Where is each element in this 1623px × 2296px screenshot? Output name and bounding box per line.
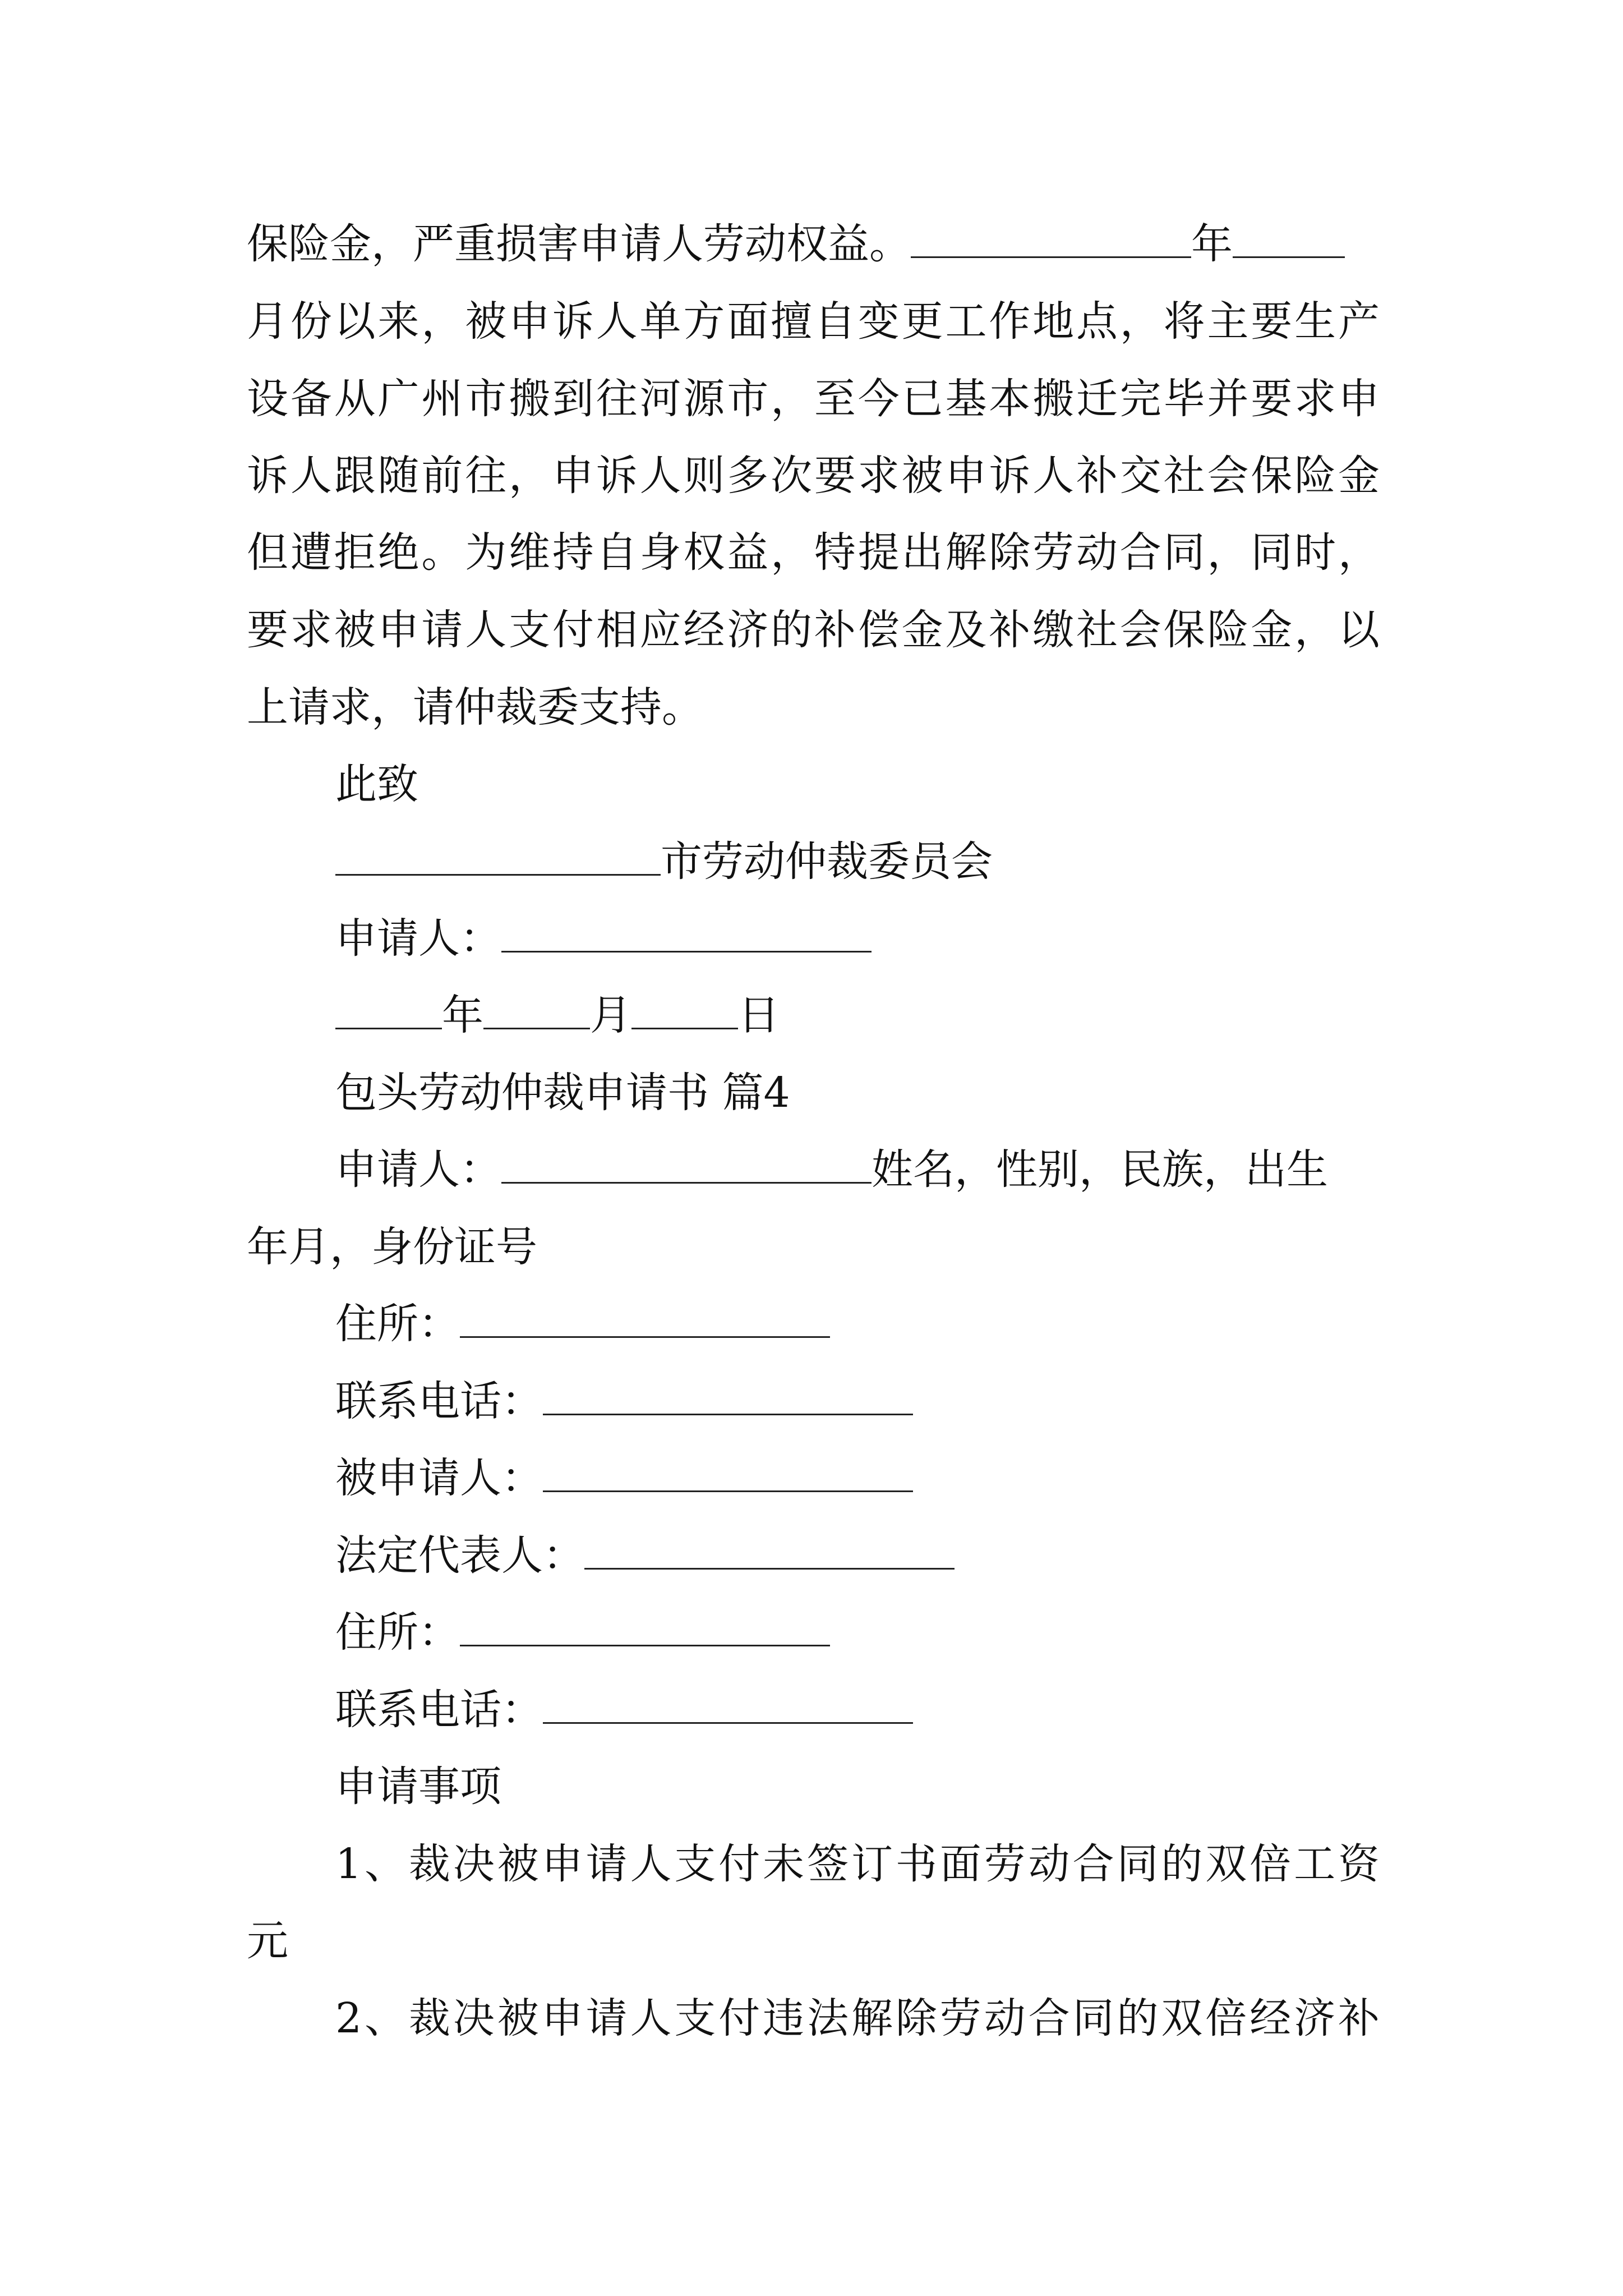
paragraph-line: 诉人跟随前往，申诉人则多次要求被申诉人补交社会保险金 xyxy=(247,452,1380,500)
respondent-line xyxy=(335,1450,913,1506)
date-month: 月 xyxy=(590,991,631,1039)
paragraph-line xyxy=(247,216,1345,272)
addressee: 市劳动仲裁委员会 xyxy=(661,838,993,886)
paragraph-line: 上请求，请仲裁委支持。 xyxy=(247,683,703,731)
blank-field xyxy=(911,216,1191,258)
blank-field xyxy=(1233,216,1345,258)
items-heading: 申请事项 xyxy=(335,1763,501,1811)
request-item: 1、裁决被申请人支付未签订书面劳动合同的双倍工资 xyxy=(335,1840,1380,1888)
date-year: 年 xyxy=(442,991,483,1039)
date-day: 日 xyxy=(738,991,780,1039)
blank-field xyxy=(460,1296,830,1338)
request-item: 2、裁决被申请人支付违法解除劳动合同的双倍经济补 xyxy=(335,1994,1380,2042)
blank-field xyxy=(483,987,590,1029)
paragraph-line: 要求被申请人支付相应经济的补偿金及补缴社会保险金，以 xyxy=(247,606,1380,654)
applicant-signature-line xyxy=(335,910,872,967)
legal-rep-label: 法定代表人： xyxy=(335,1531,584,1580)
phone-label: 联系电话： xyxy=(335,1686,543,1734)
respondent-label: 被申请人： xyxy=(335,1454,543,1502)
applicant-info: 姓名，性别，民族，出生 xyxy=(872,1145,1328,1194)
salutation: 此致 xyxy=(335,760,418,808)
section-title: 包头劳动仲裁申请书 篇4 xyxy=(335,1069,790,1117)
date-line xyxy=(335,987,780,1043)
blank-field xyxy=(631,987,738,1029)
blank-field xyxy=(543,1682,913,1724)
phone-label: 联系电话： xyxy=(335,1377,543,1425)
applicant-label: 申请人： xyxy=(335,1145,501,1194)
addressee-line xyxy=(335,834,993,890)
applicant-label: 申请人： xyxy=(335,914,501,963)
paragraph-line: 设备从广州市搬到往河源市，至今已基本搬迁完毕并要求申 xyxy=(247,375,1380,423)
applicant-info-continued: 年月，身份证号 xyxy=(247,1223,537,1271)
blank-field xyxy=(460,1604,830,1646)
blank-field xyxy=(584,1527,955,1570)
applicant-line xyxy=(335,1142,1328,1198)
legal-rep-line xyxy=(335,1527,955,1584)
paragraph-text: 保险金，严重损害申请人劳动权益。 xyxy=(247,220,911,268)
blank-field xyxy=(335,987,442,1029)
blank-field xyxy=(543,1450,913,1492)
address2-line xyxy=(335,1604,830,1660)
request-item-continued: 元 xyxy=(247,1917,288,1965)
phone2-line xyxy=(335,1682,913,1738)
address-label: 住所： xyxy=(335,1300,460,1348)
address-label: 住所： xyxy=(335,1608,460,1657)
blank-field xyxy=(501,910,872,953)
blank-field xyxy=(543,1373,913,1415)
blank-field xyxy=(335,834,661,876)
paragraph-line: 但遭拒绝。为维持自身权益，特提出解除劳动合同，同时， xyxy=(247,528,1380,577)
phone-line xyxy=(335,1373,913,1429)
blank-field xyxy=(501,1142,872,1184)
year-label: 年 xyxy=(1191,220,1233,268)
paragraph-line: 月份以来，被申诉人单方面擅自变更工作地点，将主要生产 xyxy=(247,297,1380,346)
address-line xyxy=(335,1296,830,1352)
